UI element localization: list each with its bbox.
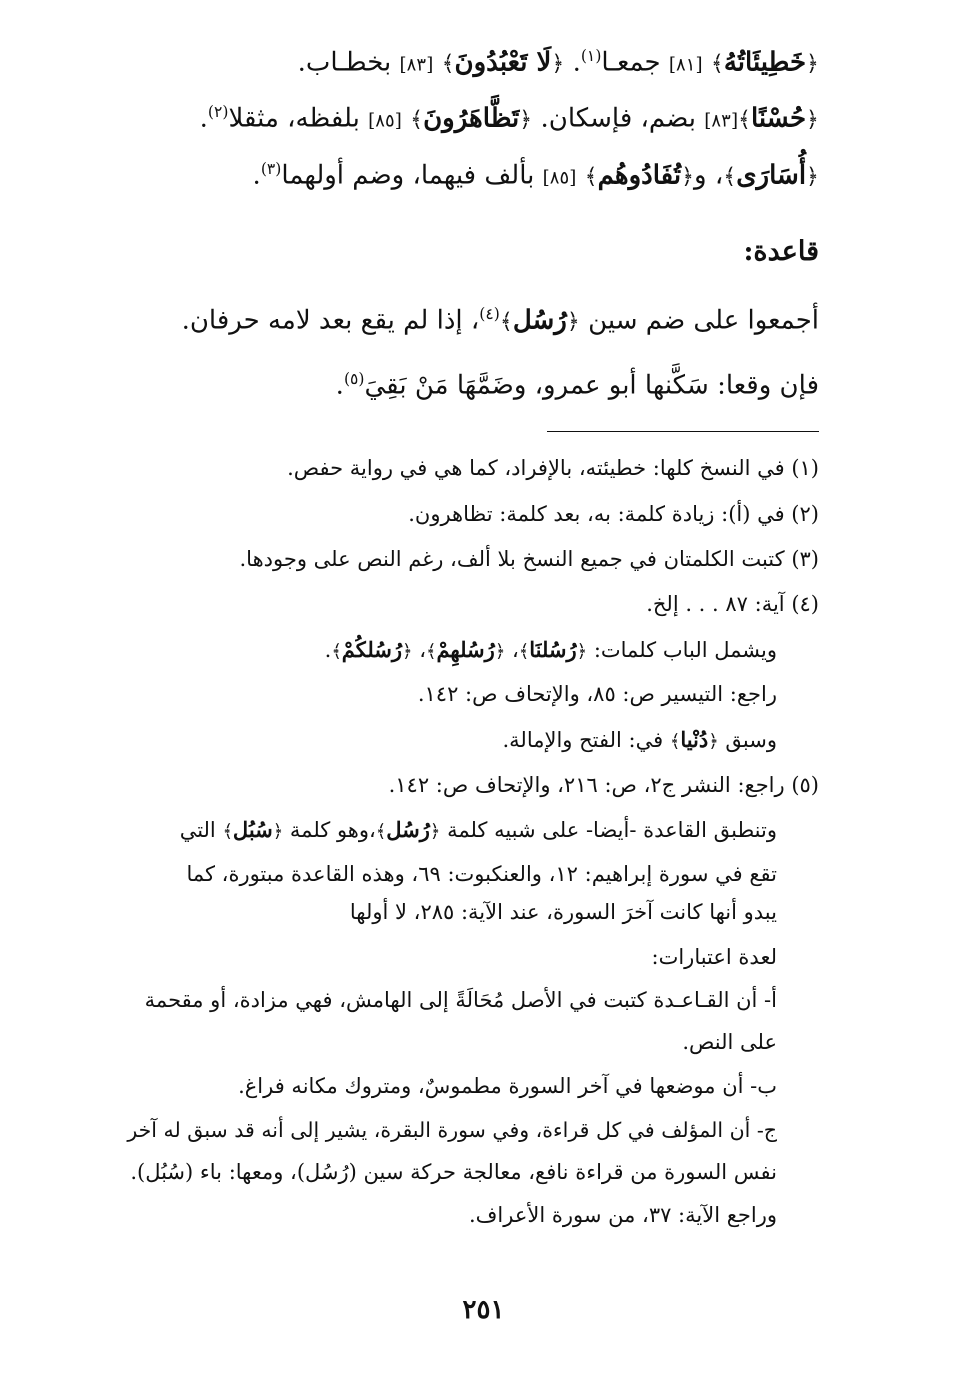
verse-ref: [٨٣]: [399, 54, 434, 76]
text-run: .: [199, 103, 208, 134]
page-number: ٢٥١: [462, 1295, 505, 1325]
ornament-close: ﴾: [410, 106, 424, 133]
text-run: في: الفتح والإمالة.: [502, 728, 664, 752]
ornament-close: ﴾: [584, 163, 598, 190]
text-run: فإن وقعا: سَكَّنها أبو عمرو، وضَمَّهَا مَنْ بَقِيَ: [364, 370, 819, 401]
quran-word: حُسْنًا: [751, 103, 807, 134]
footnote-5-line: أ- أن القـاعـدة كتبت في الأصل مُحَالَةً إلى الهامش، فهي مزادة، أو مقحمة: [144, 988, 777, 1012]
quran-word: سُبُل: [232, 817, 273, 842]
ornament-open: ﴿: [494, 641, 506, 662]
quran-word: أُسَارَى: [736, 160, 807, 191]
footnote-4-note: [137, 727, 777, 752]
ornament-close: ﴾: [375, 821, 387, 842]
quran-word: رُسُلنَا: [529, 637, 577, 662]
verse-ref: [٨٣]: [704, 110, 739, 132]
text-run: بلفظه، مثقلا: [228, 103, 360, 134]
footnote-5-line: لعدة اعتبارات:: [651, 945, 777, 969]
ornament-open: ﴿: [806, 50, 819, 77]
footnote-3: (٣) كتبت الكلمتان في جميع النسخ بلا ألف، رغم النص على وجودها.: [239, 547, 819, 571]
text-run: ،وهو كلمة: [289, 818, 376, 842]
footnote-5-line: تقع في سورة إبراهيم: ١٢، والعنكبوت: ٦٩، وهذه القاعدة مبتورة، كما: [186, 862, 777, 886]
ornament-close: ﴾: [222, 821, 233, 842]
quran-word: خَطِيئَاتُهُ: [723, 47, 807, 78]
rule-line-1: [139, 305, 819, 336]
quran-word: تُفَادُوهُم: [597, 160, 682, 191]
text-run: بألف فيهما، وضم أولهما: [281, 160, 535, 191]
footnote-marker: (٢): [207, 103, 229, 121]
ornament-close: ﴾: [710, 50, 724, 77]
text-run: وتنطبق القاعدة -أيضا- على شبيه كلمة: [447, 818, 777, 842]
verse-ref: [٨١]: [668, 54, 703, 76]
ornament-open: ﴿: [566, 308, 580, 335]
quran-word: دُنْيا: [680, 727, 709, 752]
text-run: .: [572, 47, 581, 78]
text-run: ويشمل الباب كلمات:: [593, 638, 777, 662]
text-run: بخطـاب.: [297, 47, 392, 78]
text-run: التي: [179, 818, 216, 842]
quran-word: رُسُل: [512, 305, 567, 336]
ornament-close: ﴾: [441, 50, 455, 77]
ornament-open: ﴿: [708, 731, 719, 752]
footnote-5-line: على النص.: [682, 1030, 777, 1054]
main-line-1: [139, 47, 819, 78]
text-run: أجمعوا على ضم سين: [588, 305, 819, 336]
text-run: وسبق: [725, 728, 777, 752]
footnote-4: (٤) آية: ٨٧ . . . إلخ.: [646, 592, 819, 616]
footnote-5-line: يبدو أنها كانت آخرَ السورة، عند الآية: ٢٨٥، لا أولها: [349, 900, 777, 924]
ornament-open: ﴿: [519, 106, 533, 133]
footnote-marker: (٣): [260, 160, 282, 178]
ornament-close: ﴾: [738, 106, 751, 133]
footnote-5: (٥) راجع: النشر ج٢، ص: ٢١٦، والإتحاف ص: ١٤٢.: [388, 773, 819, 797]
text-run: .: [324, 638, 332, 662]
footnote-4-words: [137, 637, 777, 662]
main-line-2: [139, 103, 819, 134]
footnote-marker: (١): [580, 47, 602, 65]
text-run: بضم، فإسكان.: [540, 103, 697, 134]
main-line-3: [139, 160, 819, 191]
ornament-close: ﴾: [518, 641, 530, 662]
footnote-5-line: نفس السورة من قراءة نافع، معالجة حركة سين (رُسُل)، ومعها: باء (سُبُل).: [130, 1160, 777, 1184]
footnote-marker: (٥): [343, 370, 365, 388]
text-run: جمعـا: [601, 47, 661, 78]
ornament-close: ﴾: [331, 641, 342, 662]
quran-word: لَا تَعْبُدُونَ: [454, 47, 552, 78]
text-run: ،: [419, 638, 426, 662]
text-run: ، و: [694, 160, 724, 191]
rule-line-2: [139, 370, 819, 401]
ornament-open: ﴿: [806, 163, 819, 190]
footnote-4-ref: راجع: التيسير ص: ٨٥، والإتحاف ص: ١٤٢.: [417, 682, 777, 706]
quran-word: رُسُلكُمْ: [341, 637, 403, 662]
footnote-1: (١) في النسخ كلها: خطيئته، بالإفراد، كما هي في رواية حفص.: [287, 456, 819, 480]
quran-word: رُسُلهِمْ: [436, 637, 495, 662]
quran-word: رُسُل: [386, 817, 430, 842]
section-heading: قاعدة:: [743, 236, 819, 267]
footnote-5-line: ج- أن المؤلف في كل قراءة، وفي سورة البقرة، يشير إلى أنه قد سبق له آخر: [127, 1118, 777, 1142]
ornament-close: ﴾: [723, 163, 737, 190]
ornament-close: ﴾: [499, 308, 513, 335]
ornament-close: ﴾: [669, 731, 681, 752]
ornament-open: ﴿: [576, 641, 588, 662]
footnote-2: (٢) في (أ): زيادة كلمة: به، بعد كلمة: تظاهرون.: [408, 502, 819, 526]
text-run: .: [335, 370, 344, 401]
verse-ref: [٨٥]: [368, 110, 402, 132]
verse-ref: [٨٥]: [542, 167, 577, 189]
ornament-open: ﴿: [681, 163, 695, 190]
footnote-5-line: ب- أن موضعها في آخر السورة مطموسٌ، ومتروك مكانه فراغ.: [238, 1074, 777, 1098]
text-run: .: [252, 160, 261, 191]
ornament-open: ﴿: [806, 106, 819, 133]
footnote-marker: (٤): [479, 305, 500, 323]
ornament-open: ﴿: [551, 50, 565, 77]
ornament-close: ﴾: [425, 641, 437, 662]
footnote-5-line: [127, 817, 777, 842]
quran-word: تَظَّاهَرُونَ: [423, 103, 520, 134]
footnote-separator: [547, 431, 819, 432]
text-run: ، إذا لم يقع بعد لامه حرفان.: [181, 305, 480, 336]
ornament-open: ﴿: [402, 641, 413, 662]
ornament-open: ﴿: [272, 821, 284, 842]
ornament-open: ﴿: [429, 821, 441, 842]
text-run: ،: [511, 638, 519, 662]
footnote-5-line: وراجع الآية: ٣٧، من سورة الأعراف.: [468, 1203, 777, 1227]
